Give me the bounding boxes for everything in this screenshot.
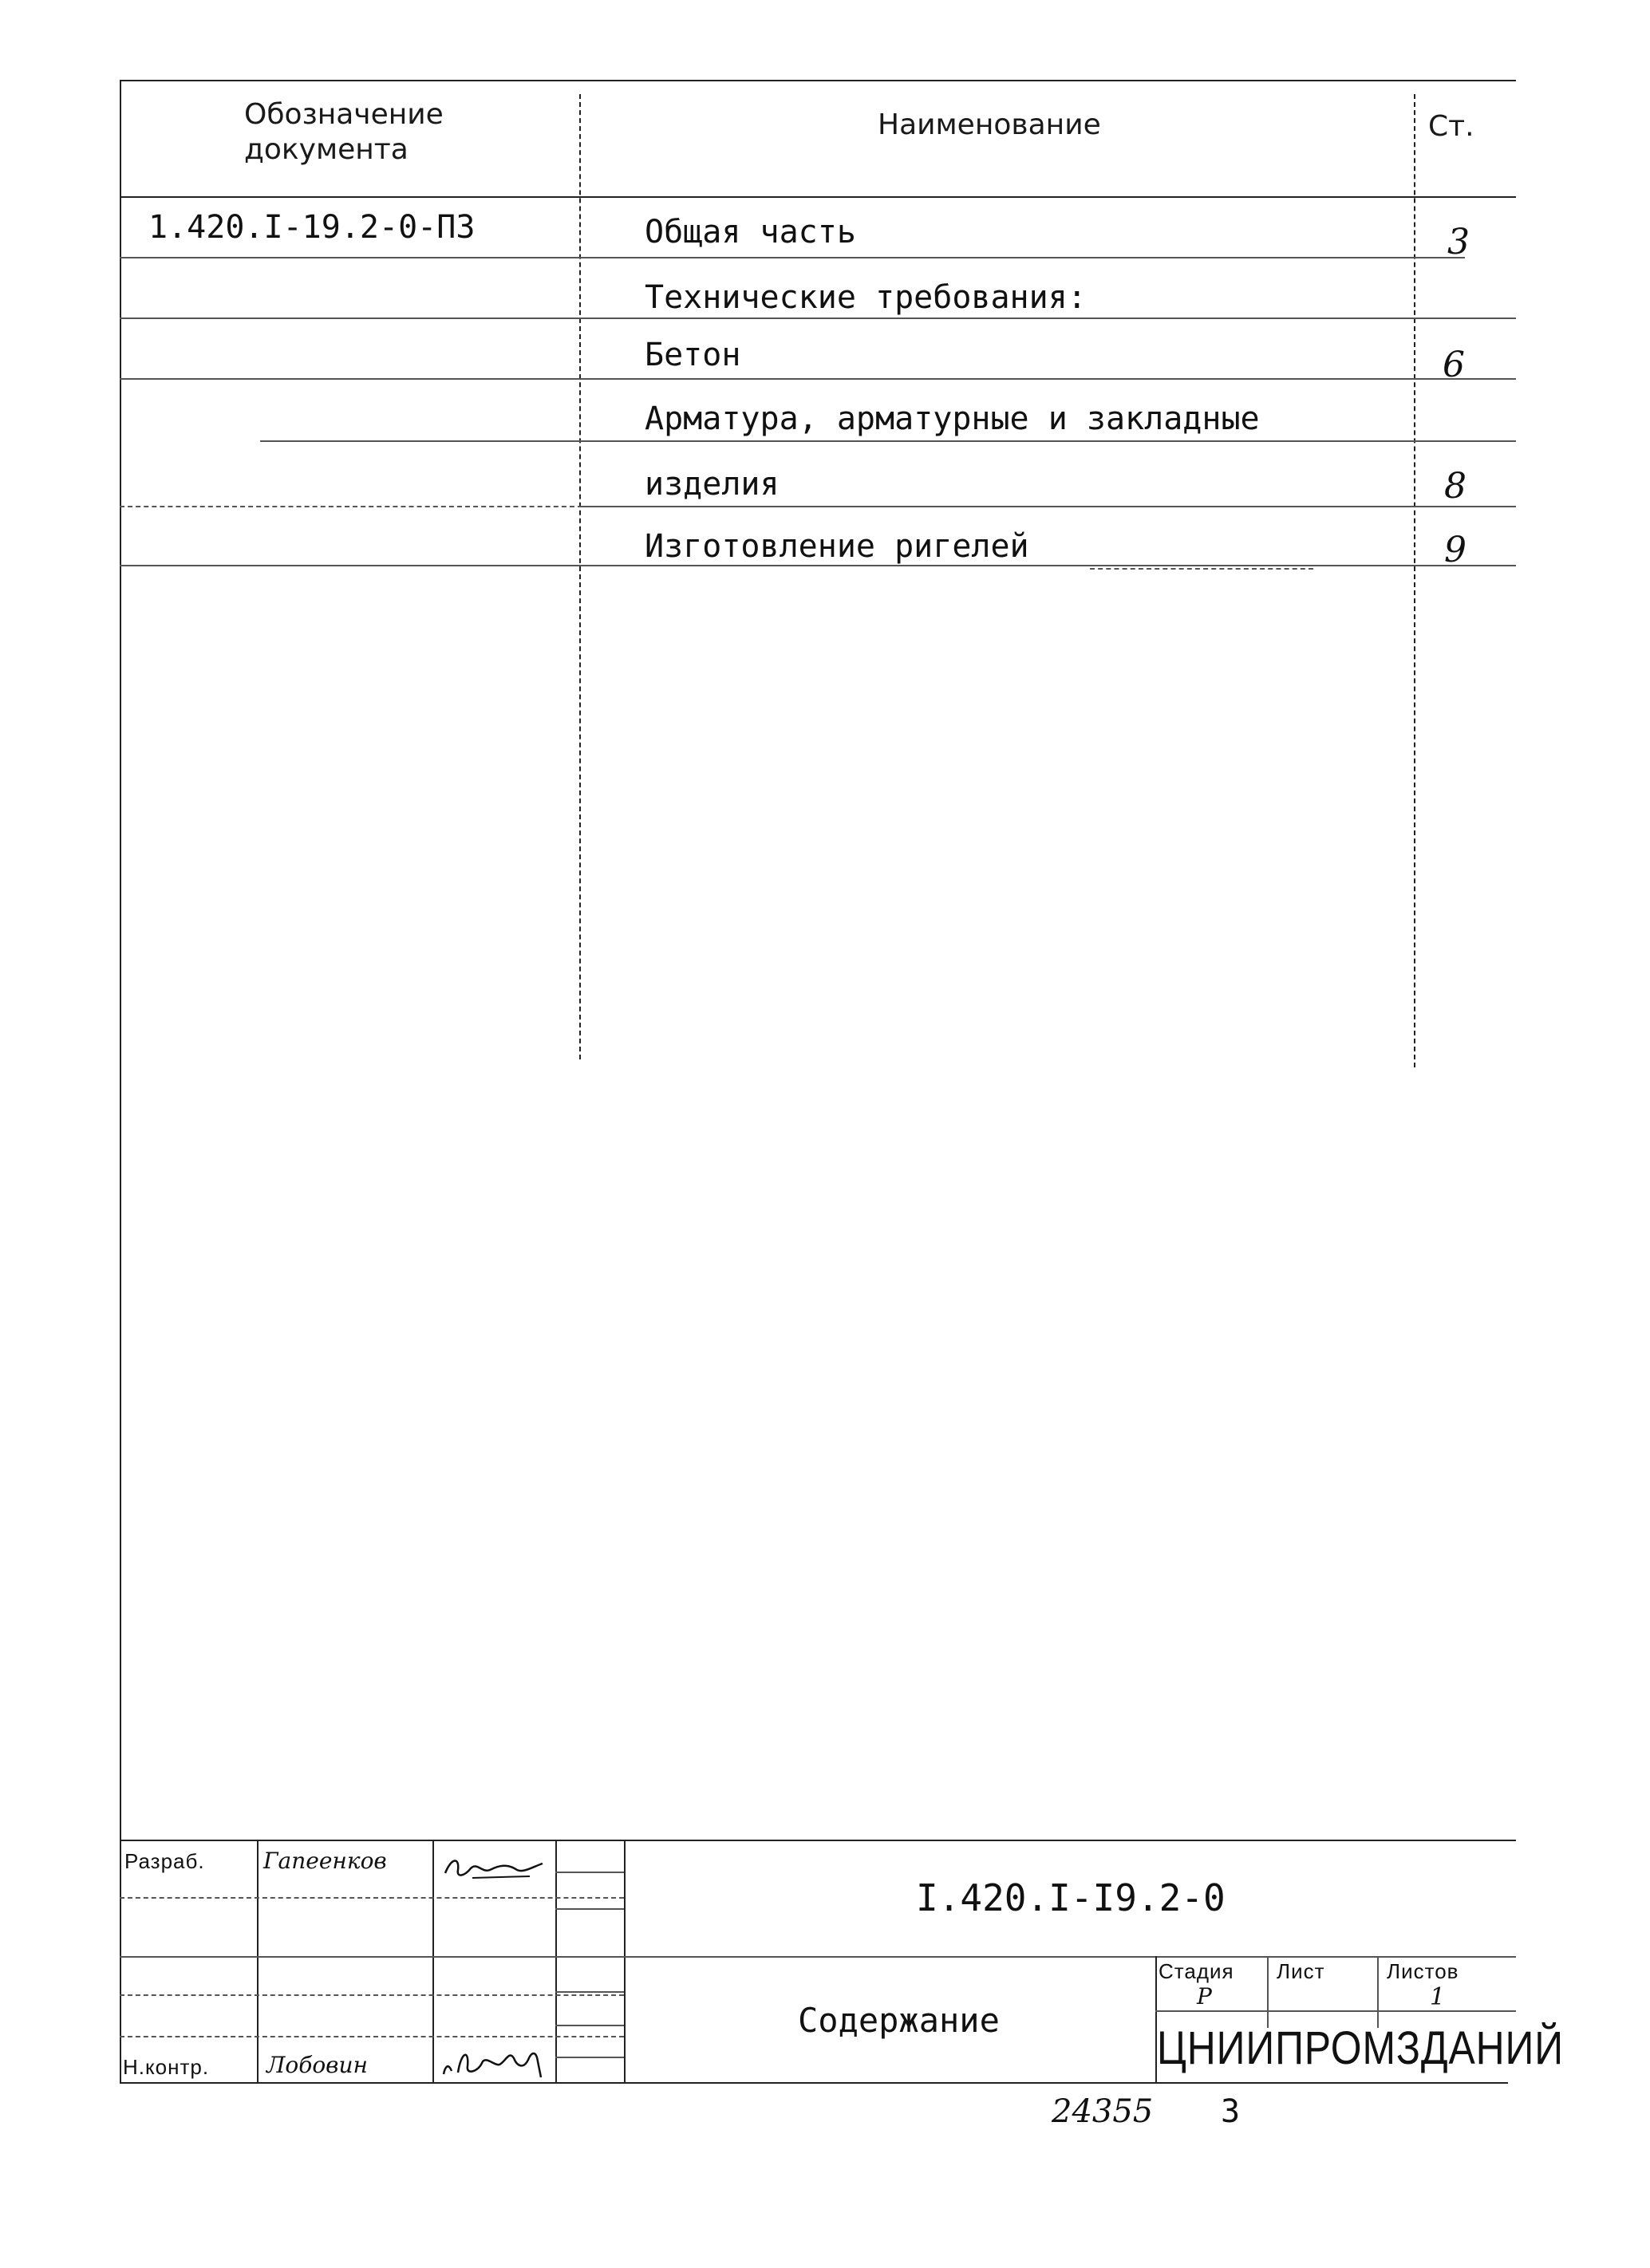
row-page: 8 [1444, 466, 1466, 507]
role-norm-control: Н.контр. [123, 2055, 210, 2079]
signature-developer [440, 1849, 549, 1884]
row-name: Общая часть [645, 214, 856, 250]
row-designation: 1.420.I-19.2-0-ПЗ [148, 209, 476, 246]
organization: ЦНИИПРОМЗДАНИЙ [1157, 2022, 1564, 2074]
document-title: Содержание [798, 2001, 1000, 2040]
stage-label: Стадия [1159, 1959, 1234, 1983]
role-developer: Разраб. [124, 1849, 205, 1873]
header-name: Наименование [878, 108, 1101, 141]
row-page: 9 [1444, 530, 1466, 570]
row-page: 3 [1447, 222, 1470, 262]
row-page: 6 [1443, 345, 1465, 385]
header-designation: Обозначение документа [244, 98, 444, 166]
sheets-value: 1 [1430, 1983, 1446, 2011]
stage-value: Р [1197, 1983, 1212, 2010]
row-name: Арматура, арматурные и закладные [645, 400, 1260, 437]
name-developer: Гапеенков [263, 1848, 387, 1874]
sheets-label: Листов [1387, 1959, 1459, 1983]
document-code: I.420.I-I9.2-0 [916, 1876, 1226, 1919]
name-norm-control: Лобовин [266, 2052, 368, 2078]
header-page: Ст. [1428, 110, 1474, 143]
row-name: изделия [645, 466, 780, 503]
row-name: Изготовление ригелей [645, 528, 1029, 565]
page-number: 3 [1221, 2093, 1241, 2130]
row-name: Бетон [645, 337, 741, 373]
inventory-number: 24355 [1052, 2093, 1154, 2130]
row-name: Технические требования: [645, 279, 1087, 316]
organization-box [1157, 2017, 1564, 2081]
sheet-label: Лист [1277, 1959, 1325, 1983]
signature-norm-control [437, 2042, 549, 2081]
